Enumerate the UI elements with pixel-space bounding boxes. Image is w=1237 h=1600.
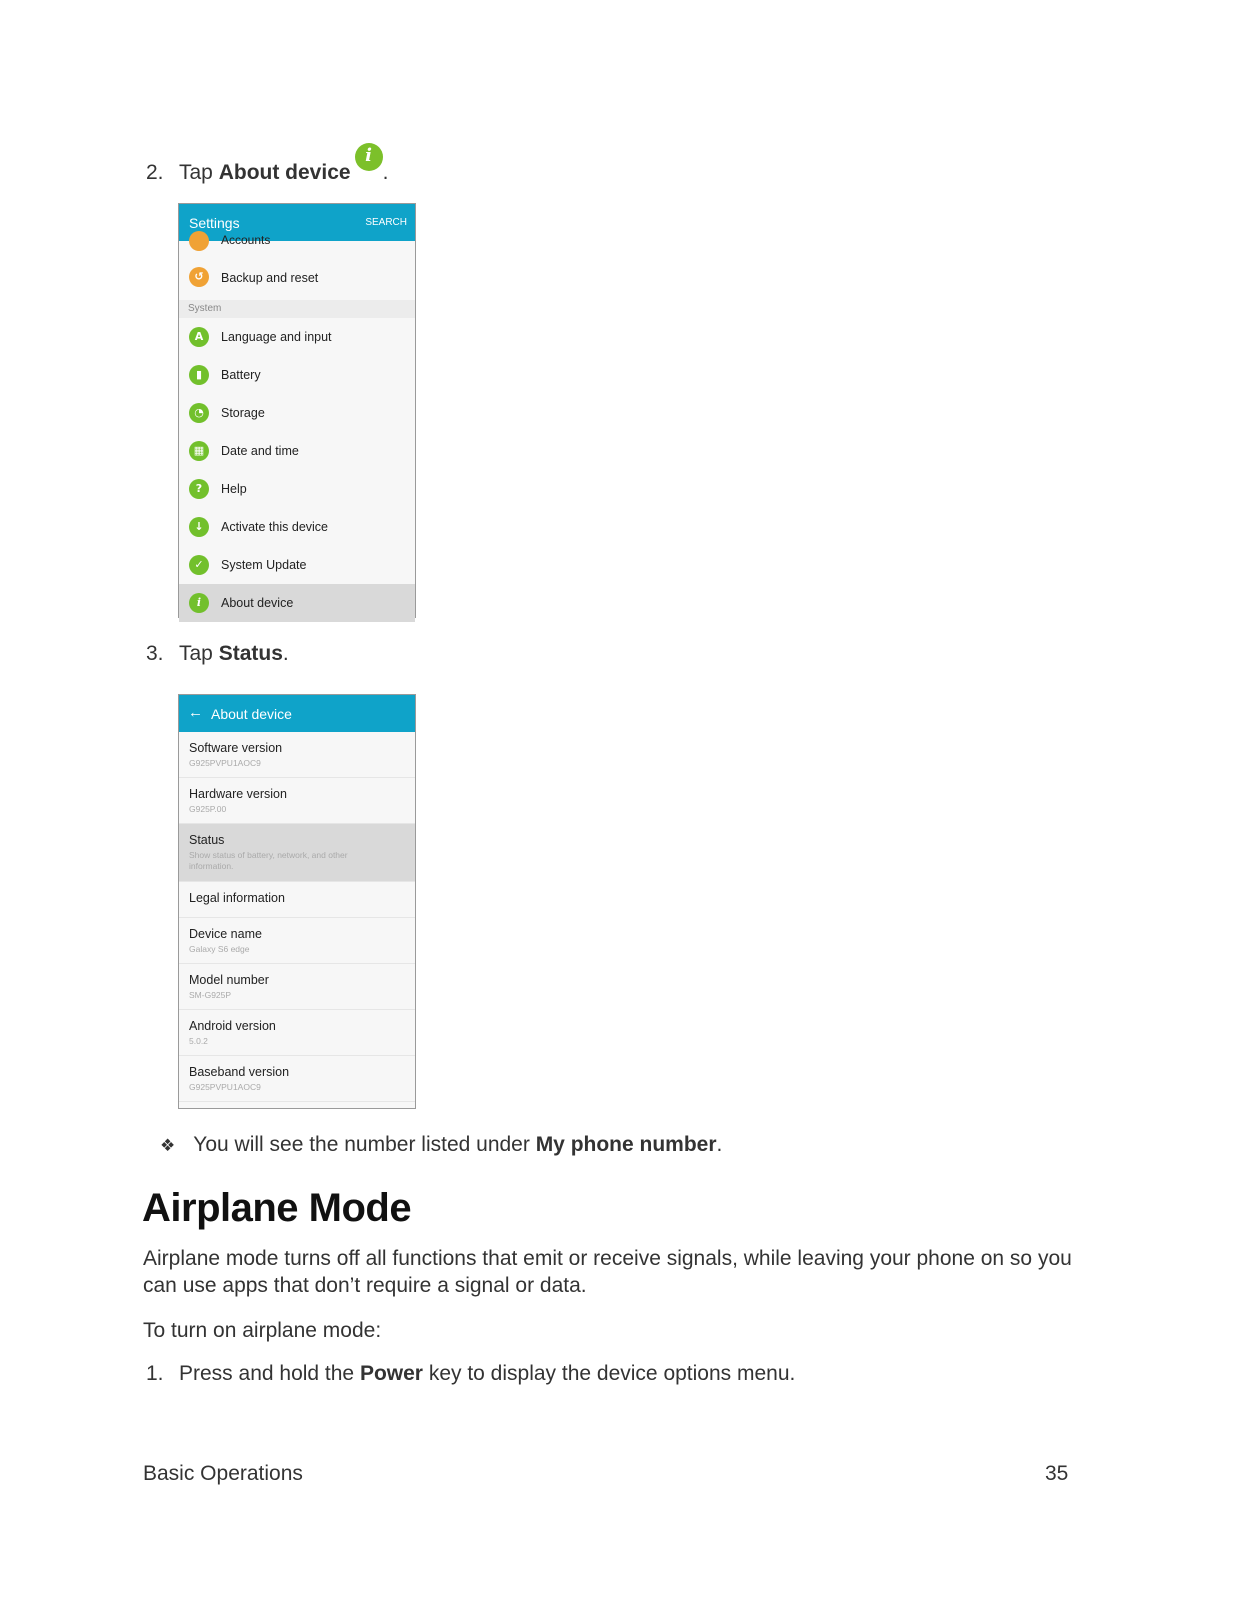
update-icon: ✓ bbox=[189, 555, 209, 575]
section-label: System bbox=[188, 303, 222, 314]
search-button[interactable]: SEARCH bbox=[365, 217, 407, 228]
about-item-title: Status bbox=[189, 833, 225, 847]
settings-item[interactable] bbox=[179, 546, 415, 584]
step-bold: Status bbox=[218, 642, 283, 665]
about-item-title: Legal information bbox=[189, 891, 285, 905]
settings-item-label: Battery bbox=[221, 368, 261, 382]
back-arrow-icon[interactable]: ← bbox=[188, 704, 203, 721]
step-bold: About device bbox=[218, 161, 351, 184]
accounts-icon bbox=[189, 231, 209, 251]
settings-item[interactable] bbox=[179, 356, 415, 394]
about-item-subtitle: G925P.00 bbox=[189, 804, 227, 814]
settings-item-label: Storage bbox=[221, 406, 265, 420]
app-bar-title: Settings bbox=[189, 215, 240, 231]
about-item[interactable] bbox=[179, 778, 415, 824]
about-item-subtitle: 5.0.2 bbox=[189, 1036, 208, 1046]
settings-item[interactable] bbox=[179, 584, 415, 622]
about-device-screenshot bbox=[178, 694, 416, 1109]
section-header bbox=[179, 300, 415, 318]
about-item[interactable] bbox=[179, 732, 415, 778]
about-item-title: Baseband version bbox=[189, 1065, 290, 1079]
settings-screenshot bbox=[178, 203, 416, 618]
step-number: 2. bbox=[146, 161, 164, 184]
info-icon bbox=[355, 143, 383, 171]
about-item[interactable] bbox=[179, 824, 415, 882]
about-item-title: Hardware version bbox=[189, 787, 287, 801]
lead-in: To turn on airplane mode: bbox=[143, 1319, 382, 1342]
about-item-title: Software version bbox=[189, 741, 283, 755]
language-icon: A bbox=[189, 327, 209, 347]
about-item-subtitle: SM-G925P bbox=[189, 990, 232, 1000]
settings-item[interactable] bbox=[179, 394, 415, 432]
intro-line: Airplane mode turns off all functions that emit or receive signals, while leaving your phone on so you bbox=[143, 1247, 1072, 1270]
about-item[interactable] bbox=[179, 918, 415, 964]
settings-item-label: Backup and reset bbox=[221, 271, 319, 285]
app-bar bbox=[179, 204, 415, 241]
diamond-bullet-icon: ❖ bbox=[160, 1136, 176, 1155]
bullet-bold: My phone number bbox=[535, 1133, 717, 1156]
intro-line: can use apps that don’t require a signal or data. bbox=[143, 1274, 587, 1297]
settings-item-label: About device bbox=[221, 596, 294, 610]
settings-item-accounts[interactable] bbox=[179, 233, 415, 253]
settings-item-label: Accounts bbox=[221, 233, 271, 247]
calendar-icon: ▦ bbox=[189, 441, 209, 461]
settings-item-label: Help bbox=[221, 482, 247, 496]
activate-icon: ↓ bbox=[189, 517, 209, 537]
battery-icon: ▮ bbox=[189, 365, 209, 385]
settings-item-label: Language and input bbox=[221, 330, 332, 344]
step-bold: Power bbox=[359, 1362, 423, 1385]
settings-item[interactable] bbox=[179, 432, 415, 470]
step-suffix: . bbox=[282, 642, 289, 665]
step-number: 1. bbox=[146, 1362, 164, 1385]
about-item[interactable] bbox=[179, 964, 415, 1010]
about-item[interactable] bbox=[179, 1056, 415, 1102]
page-number: 35 bbox=[1045, 1462, 1069, 1485]
step-number: 3. bbox=[146, 642, 164, 665]
step-suffix: key to display the device options menu. bbox=[422, 1362, 796, 1385]
about-item-subtitle: Galaxy S6 edge bbox=[189, 944, 250, 954]
about-item-subtitle: G925PVPU1AOC9 bbox=[189, 1082, 261, 1092]
step-text: Tap bbox=[179, 161, 219, 184]
settings-item-backup[interactable] bbox=[179, 253, 415, 300]
settings-item-label: Date and time bbox=[221, 444, 299, 458]
about-item[interactable] bbox=[179, 882, 415, 918]
app-bar-title: About device bbox=[211, 706, 292, 722]
about-item-subtitle: Show status of battery, network, and other information. bbox=[189, 850, 348, 871]
about-item-title: Device name bbox=[189, 927, 262, 941]
step-text: Tap bbox=[179, 642, 219, 665]
settings-item-label: Activate this device bbox=[221, 520, 328, 534]
section-heading: Airplane Mode bbox=[142, 1186, 412, 1230]
settings-item[interactable] bbox=[179, 318, 415, 356]
app-bar bbox=[179, 695, 415, 732]
settings-item-label: System Update bbox=[221, 558, 307, 572]
about-item-title: Android version bbox=[189, 1019, 276, 1033]
step-text: Press and hold the bbox=[179, 1362, 360, 1385]
about-item-title: Model number bbox=[189, 973, 269, 987]
settings-list bbox=[179, 318, 415, 622]
about-item-subtitle: G925PVPU1AOC9 bbox=[189, 758, 261, 768]
bullet-text: You will see the number listed under bbox=[193, 1133, 536, 1156]
bullet-note bbox=[160, 1133, 722, 1157]
step-2 bbox=[146, 151, 388, 185]
step-3 bbox=[146, 642, 289, 666]
settings-item[interactable] bbox=[179, 470, 415, 508]
step-suffix: . bbox=[382, 161, 389, 184]
bullet-suffix: . bbox=[716, 1133, 723, 1156]
about-list bbox=[179, 732, 415, 1102]
settings-item[interactable] bbox=[179, 508, 415, 546]
intro-paragraph bbox=[143, 1245, 1103, 1299]
backup-icon: ↺ bbox=[189, 267, 209, 287]
about-item[interactable] bbox=[179, 1010, 415, 1056]
step-1 bbox=[146, 1362, 795, 1386]
footer-section: Basic Operations bbox=[143, 1462, 303, 1485]
help-icon: ? bbox=[189, 479, 209, 499]
storage-icon: ◔ bbox=[189, 403, 209, 423]
info-icon: i bbox=[189, 593, 209, 613]
